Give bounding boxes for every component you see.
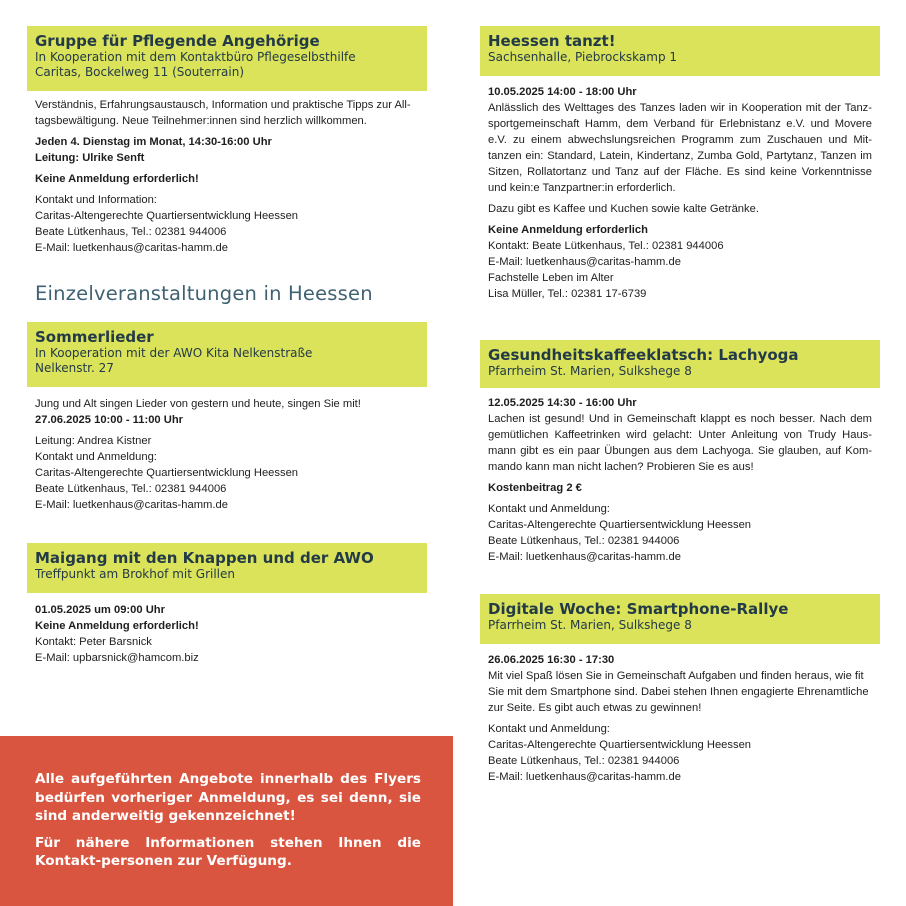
- event-subtitle-line: Caritas, Bockelweg 11 (Souterrain): [35, 65, 245, 79]
- event-line: Kontakt und Anmeldung:: [35, 451, 157, 463]
- event-contact-line: Fachstelle Leben im Alter: [488, 272, 614, 284]
- event-description: Lachen ist gesund! Und in Gemeinschaft klappt es noch besser. Nach dem gemütlichen Kaffeetrinken wird gelacht: Unter Anleitung von Trudy Haus-mann gibt es ein paar Übungen aus dem Lachyoga. Sie glauben, auf Kom-mando kann man nicht lachen? Probieren Sie es aus!: [488, 413, 872, 473]
- event-header-sommerlieder: [27, 322, 427, 387]
- event-contact-line: Caritas-Altengerechte Quartiersentwicklung Heessen: [488, 519, 752, 531]
- event-title: Gruppe für Pflegende Angehörige: [35, 32, 320, 50]
- event-contact-line: Caritas-Altengerechte Quartiersentwicklung Heessen: [35, 210, 299, 222]
- event-line: Leitung: Andrea Kistner: [35, 435, 152, 447]
- event-body-sommerlieder: [35, 396, 427, 513]
- event-contact-line: Kontakt und Anmeldung:: [488, 723, 610, 735]
- event-contact-line: Lisa Müller, Tel.: 02381 17-6739: [488, 288, 647, 300]
- event-date: 27.06.2025 10:00 - 11:00 Uhr: [35, 414, 184, 426]
- event-body-lachyoga: [488, 395, 872, 565]
- event-header-smartphone-rallye: [480, 594, 880, 644]
- event-description: Mit viel Spaß lösen Sie in Gemeinschaft Aufgaben und finden heraus, wie fit Sie mit dem Smartphone sind. Dabei stehen Ihnen engagierte Ehrenamtliche zur Seite. Es gibt auch etwas zu gewinnen!: [488, 670, 869, 714]
- event-contact-line: E-Mail: upbarsnick@hamcom.biz: [35, 652, 199, 664]
- event-subtitle-line: In Kooperation mit der AWO Kita Nelkenstraße: [35, 346, 313, 360]
- event-subtitle: Pfarrheim St. Marien, Sulkshege 8: [488, 618, 692, 632]
- event-header-pflegende-angehoerige: [27, 26, 427, 91]
- event-body-pflegende-angehoerige: [35, 97, 427, 256]
- event-date: Jeden 4. Dienstag im Monat, 14:30-16:00 Uhr: [35, 136, 272, 148]
- event-date: 10.05.2025 14:00 - 18:00 Uhr: [488, 86, 637, 98]
- registration-notice-box: [0, 736, 453, 906]
- event-title: Heessen tanzt!: [488, 32, 616, 50]
- event-subtitle: Pfarrheim St. Marien, Sulkshege 8: [488, 364, 692, 378]
- event-title: Gesundheitskaffeeklatsch: Lachyoga: [488, 346, 799, 364]
- event-body-smartphone-rallye: [488, 652, 872, 785]
- event-registration-note: Keine Anmeldung erforderlich!: [35, 173, 199, 185]
- event-extra-note: Dazu gibt es Kaffee und Kuchen sowie kalte Getränke.: [488, 203, 759, 215]
- event-title: Maigang mit den Knappen und der AWO: [35, 549, 374, 567]
- event-description: Jung und Alt singen Lieder von gestern und heute, singen Sie mit!: [35, 398, 361, 410]
- event-subtitle: Sachsenhalle, Piebrockskamp 1: [488, 50, 678, 64]
- section-title: Einzelveranstaltungen in Heessen: [35, 282, 373, 305]
- event-date: 12.05.2025 14:30 - 16:00 Uhr: [488, 397, 637, 409]
- event-body-heessen-tanzt: [488, 84, 872, 302]
- event-contact-line: Beate Lütkenhaus, Tel.: 02381 944006: [35, 226, 227, 238]
- event-contact-line: E-Mail: luetkenhaus@caritas-hamm.de: [488, 256, 681, 268]
- event-registration-note: Keine Anmeldung erforderlich!: [35, 620, 199, 632]
- event-body-maigang: [35, 602, 427, 666]
- event-subtitle: Treffpunkt am Brokhof mit Grillen: [35, 567, 235, 581]
- notice-paragraph: Alle aufgeführten Angebote innerhalb des Flyers bedürfen vorheriger Anmeldung, es sei denn, sie sind anderweitig gekennzeichnet!: [35, 771, 421, 824]
- event-contact-line: E-Mail: luetkenhaus@caritas-hamm.de: [488, 551, 681, 563]
- event-contact-line: Caritas-Altengerechte Quartiersentwicklung Heessen: [488, 739, 752, 751]
- event-contact-line: Kontakt: Beate Lütkenhaus, Tel.: 02381 944006: [488, 240, 724, 252]
- event-date: 01.05.2025 um 09:00 Uhr: [35, 604, 165, 616]
- event-contact-line: Beate Lütkenhaus, Tel.: 02381 944006: [488, 535, 680, 547]
- event-date: 26.06.2025 16:30 - 17:30: [488, 654, 615, 666]
- event-subtitle-line: Nelkenstr. 27: [35, 361, 114, 375]
- event-line: E-Mail: luetkenhaus@caritas-hamm.de: [35, 499, 228, 511]
- event-header-maigang: [27, 543, 427, 593]
- event-fee: Kostenbeitrag 2 €: [488, 482, 582, 494]
- event-description-line: tagsbewältigung. Neue Teilnehmer:innen sind herzlich willkommen.: [35, 115, 367, 127]
- event-contact-line: E-Mail: luetkenhaus@caritas-hamm.de: [488, 771, 681, 783]
- event-contact-line: Kontakt und Information:: [35, 194, 157, 206]
- event-header-heessen-tanzt: [480, 26, 880, 76]
- event-contact-line: Kontakt und Anmeldung:: [488, 503, 610, 515]
- event-line: Caritas-Altengerechte Quartiersentwicklung Heessen: [35, 467, 299, 479]
- event-description-line: Verständnis, Erfahrungsaustausch, Information und praktische Tipps zur All-: [35, 99, 411, 111]
- event-contact-line: Beate Lütkenhaus, Tel.: 02381 944006: [488, 755, 680, 767]
- notice-paragraph: Für nähere Informationen stehen Ihnen die Kontakt-personen zur Verfügung.: [35, 834, 421, 869]
- event-contact-line: E-Mail: luetkenhaus@caritas-hamm.de: [35, 242, 228, 254]
- event-subtitle-line: In Kooperation mit dem Kontaktbüro Pflegeselbsthilfe: [35, 50, 356, 64]
- event-contact-line: Kontakt: Peter Barsnick: [35, 636, 152, 648]
- event-description: Anlässlich des Welttages des Tanzes laden wir in Kooperation mit der Tanz-sportgemeinschaft Hamm, dem Verband für Erlebnistanz e.V. und Movere e.V. zu einem abwechslungsreichen Programm zum Zuschauen und Mit-tanzen ein: Standard, Latein, Kindertanz, Zumba Gold, Partytanz, Tanzen im Sitzen, Rollatortanz und Tanz auf der Fläche. Es sind keine Vorkenntnisse und kein:e Tanzpartner:in erforderlich.: [488, 102, 872, 194]
- event-line: Beate Lütkenhaus, Tel.: 02381 944006: [35, 483, 227, 495]
- event-title: Digitale Woche: Smartphone-Rallye: [488, 600, 789, 618]
- event-header-lachyoga: [480, 340, 880, 388]
- event-leader: Leitung: Ulrike Senft: [35, 152, 145, 164]
- event-title: Sommerlieder: [35, 328, 154, 346]
- event-registration-note: Keine Anmeldung erforderlich: [488, 224, 648, 236]
